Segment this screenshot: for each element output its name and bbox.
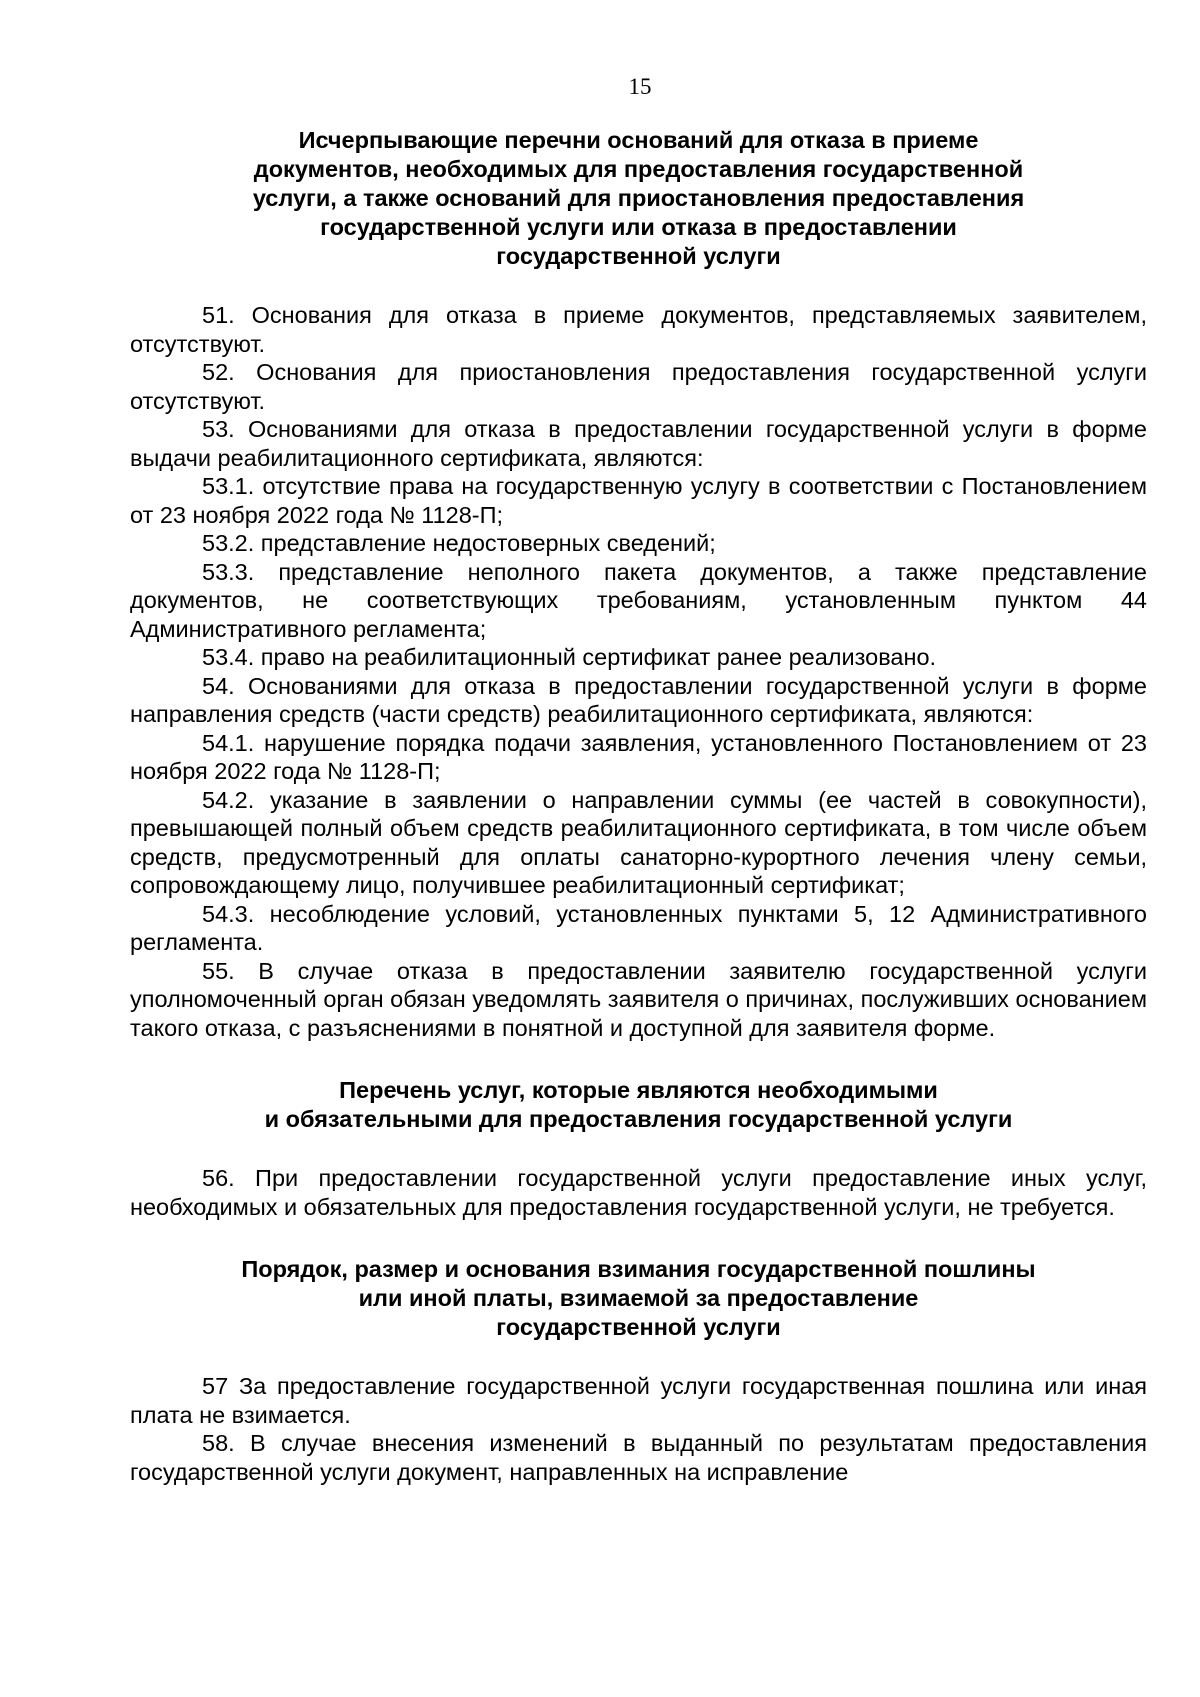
heading-line: государственной услуги: [496, 243, 781, 269]
page-number: 15: [628, 74, 652, 99]
document-body: [130, 126, 1147, 1486]
heading-line: и обязательными для предоставления государственной услуги: [264, 1106, 1013, 1132]
paragraph-54-1: 54.1. нарушение порядка подачи заявления, установленного Постановлением от 23 ноября 2022 года № 1128-П;: [130, 729, 1147, 784]
paragraph-53-2: 53.2. представление недостоверных сведений;: [202, 530, 716, 556]
section-required-services: [130, 1076, 1147, 1221]
heading-line: Перечень услуг, которые являются необходимыми: [339, 1077, 938, 1103]
paragraph-57: 57 За предоставление государственной услуги государственная пошлина или иная плата не взимается.: [130, 1373, 1147, 1428]
heading-line: Исчерпывающие перечни оснований для отказа в приеме: [298, 127, 979, 153]
heading-line: или иной платы, взимаемой за предоставление: [358, 1285, 919, 1311]
section-refusal-grounds: [130, 126, 1147, 1042]
section-heading: [130, 1076, 1147, 1134]
paragraph-54-3: 54.3. несоблюдение условий, установленных пунктами 5, 12 Административного регламента.: [130, 900, 1147, 955]
paragraph-54: 54. Основаниями для отказа в предоставлении государственной услуги в форме направления средств (части средств) реабилитационного сертификата, являются:: [130, 672, 1147, 727]
paragraph-54-2: 54.2. указание в заявлении о направлении суммы (ее частей в совокупности), превышающей полный объем средств реабилитационного сертификата, в том числе объем средств, предусмотренный для оплаты санаторно-курортного лечения члену семьи, сопровождающему лицо, получившее реабилитационный сертификат;: [130, 786, 1147, 898]
heading-line: государственной услуги: [496, 1314, 781, 1340]
paragraph-58: 58. В случае внесения изменений в выданный по результатам предоставления государственной услуги документ, направленных на исправление: [130, 1430, 1147, 1485]
heading-line: документов, необходимых для предоставления государственной: [253, 156, 1024, 182]
section-heading: [130, 1255, 1147, 1342]
paragraph-53-1: 53.1. отсутствие права на государственную услугу в соответствии с Постановлением от 23 ноября 2022 года № 1128-П;: [130, 473, 1147, 528]
paragraph-55: 55. В случае отказа в предоставлении заявителю государственной услуги уполномоченный орган обязан уведомлять заявителя о причинах, послуживших основанием такого отказа, с разъяснениями в понятной и доступной для заявителя форме.: [130, 957, 1147, 1041]
paragraph-53-3: 53.3. представление неполного пакета документов, а также представление документов, не соответствующих требованиям, установленным пунктом 44 Административного регламента;: [130, 558, 1147, 642]
paragraph-51: 51. Основания для отказа в приеме документов, представляемых заявителем, отсутствуют.: [130, 302, 1147, 357]
section-state-fee: [130, 1255, 1147, 1486]
heading-line: услуги, а также оснований для приостановления предоставления: [252, 185, 1025, 211]
section-heading: [130, 126, 1147, 271]
paragraph-52: 52. Основания для приостановления предоставления государственной услуги отсутствуют.: [130, 359, 1147, 414]
paragraph-56: 56. При предоставлении государственной услуги предоставление иных услуг, необходимых и обязательных для предоставления государственной услуги, не требуется.: [130, 1165, 1147, 1220]
paragraph-53-4: 53.4. право на реабилитационный сертификат ранее реализовано.: [202, 644, 937, 670]
paragraph-53: 53. Основаниями для отказа в предоставлении государственной услуги в форме выдачи реабилитационного сертификата, являются:: [130, 416, 1147, 471]
heading-line: государственной услуги или отказа в предоставлении: [320, 214, 957, 240]
heading-line: Порядок, размер и основания взимания государственной пошлины: [241, 1256, 1036, 1282]
